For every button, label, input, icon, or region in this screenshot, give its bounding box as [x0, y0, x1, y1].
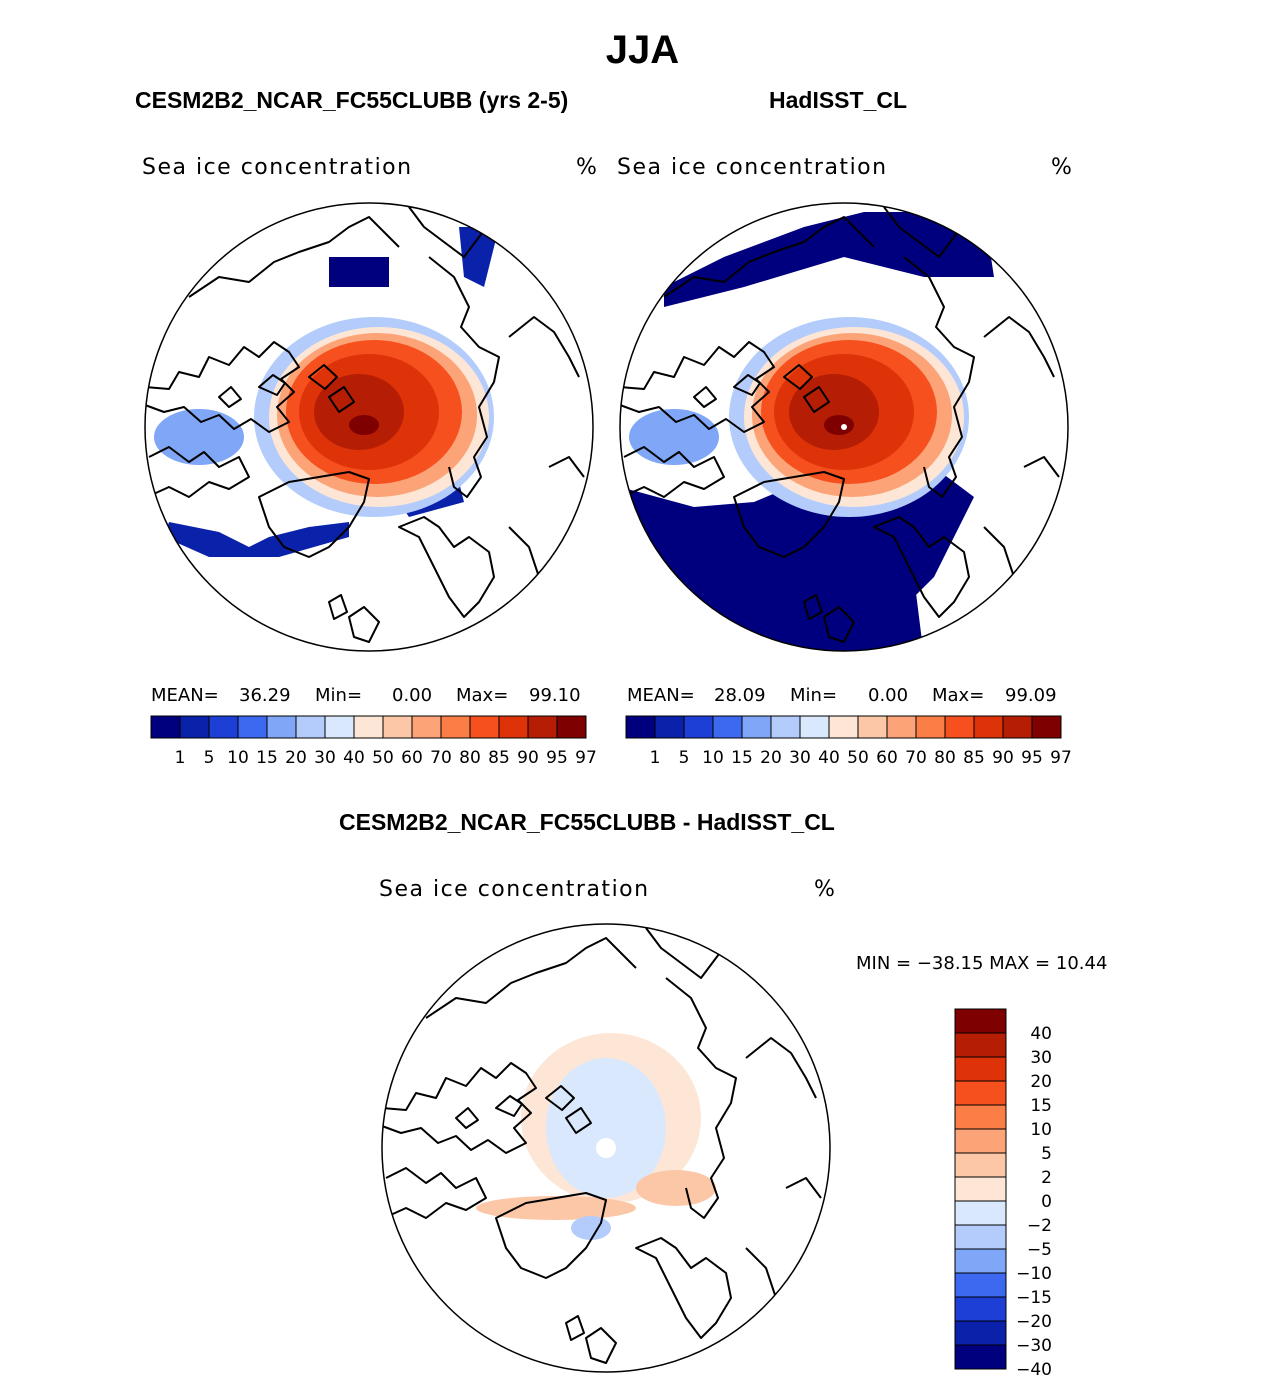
colorbar-obs-tick-6: 40: [818, 748, 840, 768]
panel-2-max-label: Max=: [932, 685, 985, 706]
colorbar-obs-box-6: [800, 716, 829, 738]
colorbar-model-tick-11: 85: [488, 748, 510, 768]
map-obs-field: [620, 207, 1059, 657]
colorbar-model-box-14: [557, 716, 586, 738]
colorbar-model-box-4: [267, 716, 296, 738]
colorbar-model-tick-0: 1: [174, 748, 186, 768]
panel-2-units-label: %: [1051, 155, 1074, 180]
colorbar-obs-box-3: [713, 716, 742, 738]
colorbar-difference-tick-1: 30: [1030, 1048, 1052, 1068]
map-difference-field: [382, 928, 821, 1363]
difference-minmax: MIN = −38.15 MAX = 10.44: [856, 953, 1108, 974]
colorbar-obs-tick-11: 85: [963, 748, 985, 768]
colorbar-difference-box-0: [955, 1009, 1006, 1033]
panel-1-mean-label: MEAN=: [151, 685, 219, 706]
map-model-field: [145, 207, 584, 642]
colorbar-model-box-7: [354, 716, 383, 738]
colorbar-difference-box-6: [955, 1153, 1006, 1177]
colorbar-difference-box-5: [955, 1129, 1006, 1153]
colorbar-difference-box-8: [955, 1201, 1006, 1225]
colorbar-model-tick-5: 30: [314, 748, 336, 768]
colorbar-obs-tick-13: 95: [1021, 748, 1043, 768]
panel-2-min-value: 0.00: [868, 685, 909, 706]
colorbar-difference-box-13: [955, 1321, 1006, 1345]
colorbar-difference-box-4: [955, 1105, 1006, 1129]
colorbar-obs-box-4: [742, 716, 771, 738]
colorbar-model-tick-1: 5: [203, 748, 215, 768]
colorbar-obs-box-13: [1003, 716, 1032, 738]
colorbar-difference-tick-0: 40: [1030, 1024, 1052, 1044]
colorbar-difference-box-14: [955, 1345, 1006, 1369]
colorbar-model-tick-3: 15: [256, 748, 278, 768]
panel-1-min-value: 0.00: [392, 685, 433, 706]
colorbar-difference-box-7: [955, 1177, 1006, 1201]
panel-1-min-label: Min=: [315, 685, 363, 706]
colorbar-model-box-1: [180, 716, 209, 738]
colorbar-model-box-11: [470, 716, 499, 738]
colorbar-difference-box-9: [955, 1225, 1006, 1249]
colorbar-obs-tick-2: 10: [702, 748, 724, 768]
map-model-ice-97: [349, 415, 379, 435]
colorbar-model-tick-4: 20: [285, 748, 307, 768]
colorbar-difference-tick-7: 0: [1041, 1192, 1052, 1212]
colorbar-obs-box-1: [655, 716, 684, 738]
colorbar-difference-tick-5: 5: [1041, 1144, 1052, 1164]
map-model: [145, 203, 593, 651]
panel-1-variable-label: Sea ice concentration: [142, 155, 413, 180]
colorbar-difference: [955, 1009, 1052, 1380]
colorbar-model-tick-10: 80: [459, 748, 481, 768]
colorbar-obs-box-11: [945, 716, 974, 738]
panel-1-max-value: 99.10: [529, 685, 581, 706]
colorbar-obs-tick-10: 80: [934, 748, 956, 768]
colorbar-obs-box-12: [974, 716, 1003, 738]
colorbar-model-box-6: [325, 716, 354, 738]
difference-units-label: %: [814, 877, 837, 902]
colorbar-difference-tick-14: −40: [1016, 1360, 1052, 1380]
colorbar-difference-tick-13: −30: [1016, 1336, 1052, 1356]
colorbar-model-box-13: [528, 716, 557, 738]
colorbar-obs-tick-12: 90: [992, 748, 1014, 768]
colorbar-difference-tick-6: 2: [1041, 1168, 1052, 1188]
colorbar-obs-box-5: [771, 716, 800, 738]
colorbar-obs-box-0: [626, 716, 655, 738]
panel-1-max-label: Max=: [456, 685, 509, 706]
colorbar-difference-tick-4: 10: [1030, 1120, 1052, 1140]
colorbar-obs-tick-4: 20: [760, 748, 782, 768]
colorbar-obs-box-2: [684, 716, 713, 738]
colorbar-obs-box-7: [829, 716, 858, 738]
colorbar-difference-box-2: [955, 1057, 1006, 1081]
colorbar-model-box-0: [151, 716, 180, 738]
colorbar-obs-tick-7: 50: [847, 748, 869, 768]
map-difference: [382, 924, 830, 1372]
colorbar-model-tick-14: 97: [575, 748, 597, 768]
difference-variable-label: Sea ice concentration: [379, 877, 650, 902]
map-difference-anom-neg-small: [571, 1216, 611, 1240]
colorbar-obs-tick-3: 15: [731, 748, 753, 768]
colorbar-model-box-5: [296, 716, 325, 738]
colorbar-difference-box-11: [955, 1273, 1006, 1297]
panel-2-mean-label: MEAN=: [627, 685, 695, 706]
colorbar-difference-tick-2: 20: [1030, 1072, 1052, 1092]
colorbar-obs-tick-5: 30: [789, 748, 811, 768]
colorbar-difference-box-1: [955, 1033, 1006, 1057]
colorbar-model-tick-7: 50: [372, 748, 394, 768]
panel-2-max-value: 99.09: [1005, 685, 1057, 706]
panel-2-subtitle: HadISST_CL: [769, 87, 908, 113]
map-model-hudson-ice: [154, 409, 244, 465]
colorbar-obs-box-9: [887, 716, 916, 738]
colorbar-model-box-12: [499, 716, 528, 738]
panel-2-variable-label: Sea ice concentration: [617, 155, 888, 180]
colorbar-model-tick-8: 60: [401, 748, 423, 768]
map-obs-ice-97: [824, 415, 854, 435]
colorbar-difference-tick-8: −2: [1026, 1216, 1052, 1236]
colorbar-model-tick-2: 10: [227, 748, 249, 768]
colorbar-obs-box-14: [1032, 716, 1061, 738]
colorbar-model-box-10: [441, 716, 470, 738]
colorbar-obs-tick-9: 70: [905, 748, 927, 768]
panel-2-min-label: Min=: [790, 685, 838, 706]
colorbar-difference-tick-10: −10: [1016, 1264, 1052, 1284]
colorbar-obs-tick-1: 5: [678, 748, 690, 768]
colorbar-model-tick-6: 40: [343, 748, 365, 768]
colorbar-difference-box-12: [955, 1297, 1006, 1321]
panel-1-mean-value: 36.29: [239, 685, 291, 706]
colorbar-difference-tick-12: −20: [1016, 1312, 1052, 1332]
colorbar-model-box-2: [209, 716, 238, 738]
colorbar-difference-tick-3: 15: [1030, 1096, 1052, 1116]
colorbar-difference-tick-11: −15: [1016, 1288, 1052, 1308]
map-difference-anom-pos-right: [636, 1170, 716, 1206]
colorbar-difference-tick-9: −5: [1026, 1240, 1052, 1260]
map-obs: [620, 203, 1068, 657]
difference-title: CESM2B2_NCAR_FC55CLUBB - HadISST_CL: [339, 809, 835, 835]
colorbar-difference-box-3: [955, 1081, 1006, 1105]
map-obs-pole-hole: [841, 424, 847, 430]
colorbar-model: [151, 716, 597, 768]
colorbar-obs-box-8: [858, 716, 887, 738]
colorbar-obs-tick-14: 97: [1050, 748, 1072, 768]
map-obs-hudson-ice: [629, 409, 719, 465]
map-model-bering-edge: [329, 257, 389, 287]
map-difference-pole-hole: [596, 1138, 616, 1158]
panel-1-units-label: %: [576, 155, 599, 180]
panel-2-mean-value: 28.09: [714, 685, 766, 706]
colorbar-obs-tick-8: 60: [876, 748, 898, 768]
colorbar-model-box-9: [412, 716, 441, 738]
panel-1-subtitle: CESM2B2_NCAR_FC55CLUBB (yrs 2-5): [135, 87, 569, 113]
colorbar-model-box-8: [383, 716, 412, 738]
colorbar-model-box-3: [238, 716, 267, 738]
colorbar-model-tick-13: 95: [546, 748, 568, 768]
colorbar-model-tick-9: 70: [430, 748, 452, 768]
colorbar-obs-tick-0: 1: [649, 748, 661, 768]
colorbar-obs: [626, 716, 1072, 768]
colorbar-model-tick-12: 90: [517, 748, 539, 768]
colorbar-obs-box-10: [916, 716, 945, 738]
colorbar-difference-box-10: [955, 1249, 1006, 1273]
figure-title: JJA: [605, 28, 680, 72]
